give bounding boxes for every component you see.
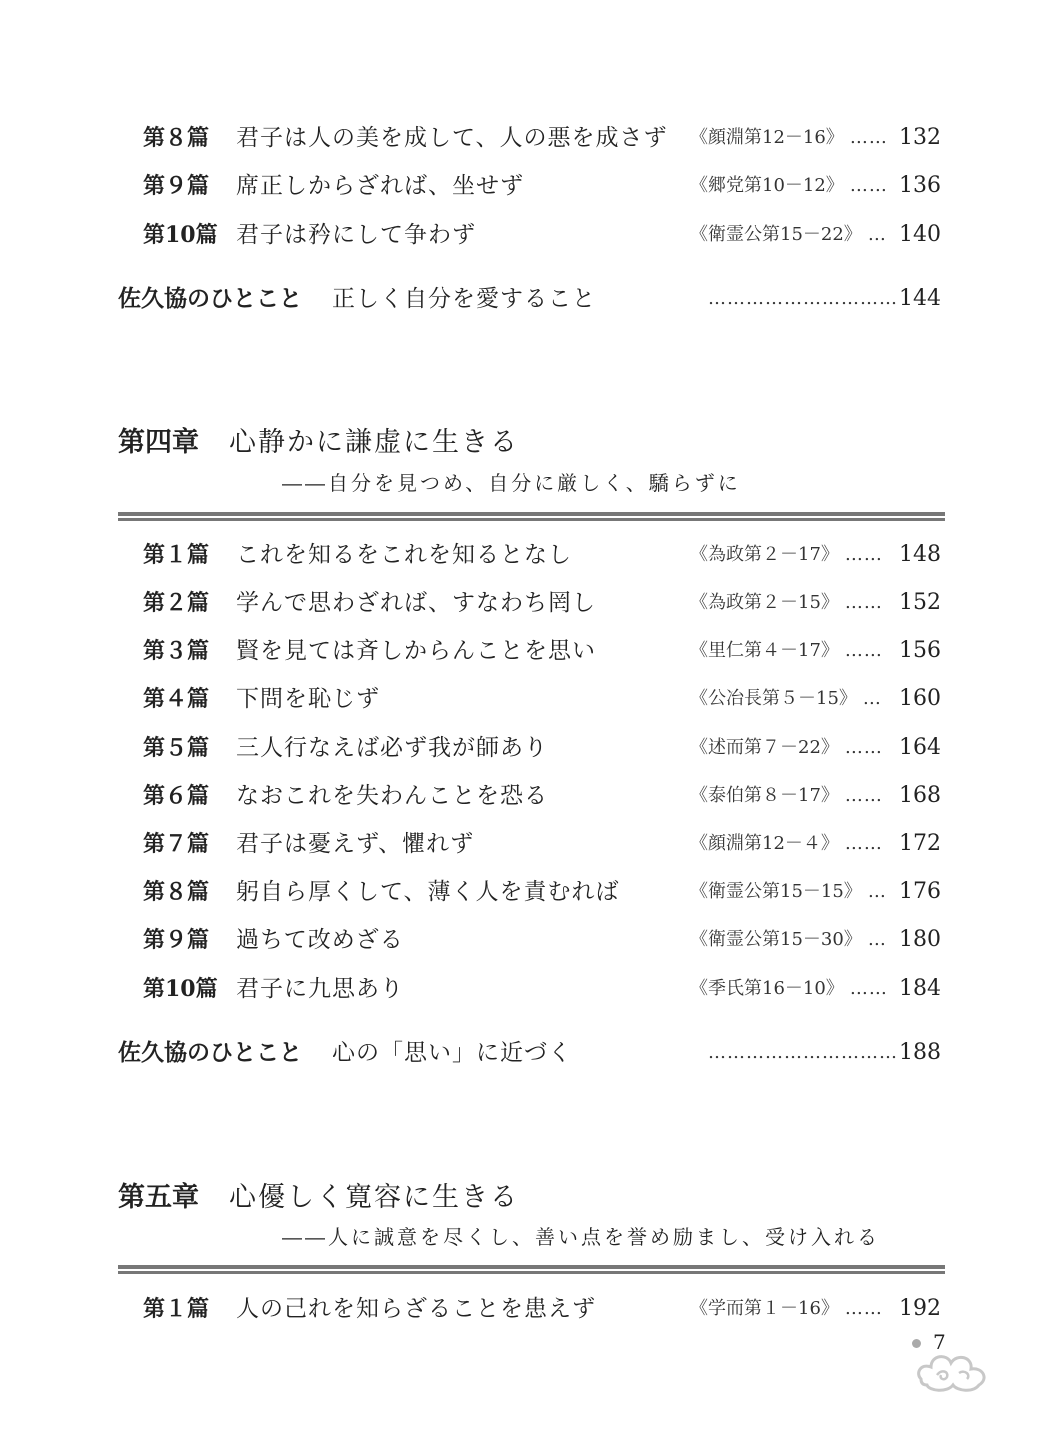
source-ref: 《衛霊公第15－30》 bbox=[690, 929, 862, 950]
leader-dots: ………………………… bbox=[708, 288, 898, 309]
entry-page: 192 bbox=[899, 1296, 941, 1321]
source-ref: 《泰伯第８－17》 bbox=[690, 785, 839, 806]
entry-title: 君子は矜にして争わず bbox=[236, 222, 476, 248]
leader-dots: …… bbox=[849, 175, 888, 196]
source-ref: 《為政第２－15》 bbox=[690, 592, 839, 613]
entry-title: 人の己れを知らざることを患えず bbox=[236, 1296, 596, 1322]
entry-source bbox=[690, 583, 883, 623]
entry-page: 184 bbox=[899, 976, 941, 1001]
source-ref: 《顔淵第12－16》 bbox=[690, 127, 844, 148]
entry-source bbox=[690, 166, 888, 206]
cloud-ornament-icon bbox=[913, 1345, 993, 1397]
chapter-subtitle: ――自分を見つめ、自分に厳しく、驕らずに bbox=[282, 471, 741, 495]
hitokoto-entry bbox=[0, 1033, 1039, 1073]
leader-dots: … bbox=[867, 929, 887, 950]
toc-entry bbox=[0, 872, 1039, 912]
toc-entry bbox=[0, 969, 1039, 1009]
entry-number: 第１篇 bbox=[143, 1296, 210, 1322]
entry-number: 第５篇 bbox=[143, 735, 210, 761]
entry-number: 第３篇 bbox=[143, 638, 210, 664]
entry-number: 第７篇 bbox=[143, 831, 210, 857]
entry-source bbox=[690, 728, 883, 768]
page-number: 7 bbox=[933, 1330, 946, 1354]
chapter-heading bbox=[118, 1178, 519, 1218]
leader-dots: …… bbox=[849, 127, 888, 148]
entry-page: 136 bbox=[899, 173, 941, 198]
toc-entry bbox=[0, 583, 1039, 623]
entry-number: 第８篇 bbox=[143, 125, 210, 151]
chapter-title: 心静かに謙虚に生きる bbox=[229, 427, 519, 458]
entry-number: 第４篇 bbox=[143, 686, 210, 712]
toc-entry bbox=[0, 215, 1039, 255]
entry-title: これを知るをこれを知るとなし bbox=[236, 542, 572, 568]
entry-source bbox=[690, 920, 887, 960]
entry-title: 下問を恥じず bbox=[236, 686, 380, 712]
entry-page: 144 bbox=[899, 286, 941, 311]
entry-page: 140 bbox=[899, 222, 941, 247]
entry-source bbox=[690, 969, 888, 1009]
toc-entry bbox=[0, 824, 1039, 864]
entry-page: 160 bbox=[899, 686, 941, 711]
entry-page: 148 bbox=[899, 542, 941, 567]
entry-source bbox=[690, 118, 888, 158]
source-ref: 《為政第２－17》 bbox=[690, 544, 839, 565]
entry-title: 君子は人の美を成して、人の悪を成さず bbox=[236, 125, 668, 151]
entry-title: 賢を見ては斉しからんことを思い bbox=[236, 638, 596, 664]
leader-dots: …… bbox=[844, 640, 883, 661]
entry-number: 第２篇 bbox=[143, 590, 210, 616]
toc-entry bbox=[0, 728, 1039, 768]
hitokoto-label: 佐久協のひとこと bbox=[118, 1039, 302, 1066]
entry-title: 躬自ら厚くして、薄く人を責むれば bbox=[236, 879, 620, 905]
entry-title: 過ちて改めざる bbox=[236, 927, 404, 953]
entry-source bbox=[690, 824, 883, 864]
entry-source bbox=[690, 1289, 883, 1329]
toc-entry bbox=[0, 920, 1039, 960]
toc-entry bbox=[0, 776, 1039, 816]
entry-source bbox=[690, 215, 887, 255]
chapter-number: 第五章 bbox=[118, 1182, 199, 1213]
entry-page: 168 bbox=[899, 783, 941, 808]
leader-dots: ………………………… bbox=[708, 1042, 898, 1063]
entry-page: 180 bbox=[899, 927, 941, 952]
chapter-number: 第四章 bbox=[118, 427, 199, 458]
leader-dots: …… bbox=[844, 737, 883, 758]
entry-number: 第６篇 bbox=[143, 783, 210, 809]
leader-dots: … bbox=[867, 224, 887, 245]
leader-dots: … bbox=[862, 688, 882, 709]
chapter-divider bbox=[118, 512, 945, 521]
entry-number: 第８篇 bbox=[143, 879, 210, 905]
leader-dots: …… bbox=[844, 1298, 883, 1319]
chapter-title: 心優しく寛容に生きる bbox=[229, 1182, 519, 1213]
entry-title: 学んで思わざれば、すなわち罔し bbox=[236, 590, 596, 616]
hitokoto-title: 心の「思い」に近づく bbox=[332, 1040, 572, 1066]
toc-entry bbox=[0, 631, 1039, 671]
entry-page: 188 bbox=[899, 1040, 941, 1065]
toc-entry bbox=[0, 679, 1039, 719]
entry-number: 第10篇 bbox=[143, 222, 218, 248]
source-ref: 《公冶長第５－15》 bbox=[690, 688, 857, 709]
chapter-subtitle: ――人に誠意を尽くし、善い点を誉め励まし、受け入れる bbox=[282, 1225, 880, 1249]
leader-dots: …… bbox=[844, 544, 883, 565]
chapter-heading bbox=[118, 423, 519, 463]
entry-number: 第９篇 bbox=[143, 927, 210, 953]
source-ref: 《里仁第４－17》 bbox=[690, 640, 839, 661]
leader-dots: … bbox=[867, 881, 887, 902]
entry-title: なおこれを失わんことを恐る bbox=[236, 783, 548, 809]
leader-dots: …… bbox=[844, 833, 883, 854]
leader-dots: …… bbox=[844, 785, 883, 806]
source-ref: 《学而第１－16》 bbox=[690, 1298, 839, 1319]
toc-entry bbox=[0, 1289, 1039, 1329]
entry-page: 172 bbox=[899, 831, 941, 856]
chapter-divider bbox=[118, 1265, 945, 1274]
hitokoto-title: 正しく自分を愛すること bbox=[332, 286, 596, 312]
entry-number: 第10篇 bbox=[143, 976, 218, 1002]
toc-entry bbox=[0, 535, 1039, 575]
source-ref: 《衛霊公第15－15》 bbox=[690, 881, 862, 902]
source-ref: 《季氏第16－10》 bbox=[690, 978, 844, 999]
source-ref: 《顔淵第12－４》 bbox=[690, 833, 839, 854]
entry-page: 176 bbox=[899, 879, 941, 904]
leader-dots: …… bbox=[849, 978, 888, 999]
source-ref: 《述而第７－22》 bbox=[690, 737, 839, 758]
entry-number: 第９篇 bbox=[143, 173, 210, 199]
entry-source bbox=[690, 631, 883, 671]
entry-title: 席正しからざれば、坐せず bbox=[236, 173, 524, 199]
entry-page: 164 bbox=[899, 735, 941, 760]
toc-entry bbox=[0, 166, 1039, 206]
entry-title: 君子に九思あり bbox=[236, 976, 404, 1002]
entry-source bbox=[690, 535, 883, 575]
entry-number: 第１篇 bbox=[143, 542, 210, 568]
entry-page: 132 bbox=[899, 125, 941, 150]
entry-page: 156 bbox=[899, 638, 941, 663]
entry-page: 152 bbox=[899, 590, 941, 615]
entry-source bbox=[690, 776, 883, 816]
entry-title: 君子は憂えず、懼れず bbox=[236, 831, 475, 857]
entry-title: 三人行なえば必ず我が師あり bbox=[236, 735, 548, 761]
source-ref: 《衛霊公第15－22》 bbox=[690, 224, 862, 245]
entry-source bbox=[690, 872, 887, 912]
leader-dots: …… bbox=[844, 592, 883, 613]
toc-entry bbox=[0, 118, 1039, 158]
hitokoto-entry bbox=[0, 279, 1039, 319]
hitokoto-label: 佐久協のひとこと bbox=[118, 285, 302, 312]
source-ref: 《郷党第10－12》 bbox=[690, 175, 844, 196]
entry-source bbox=[690, 679, 882, 719]
